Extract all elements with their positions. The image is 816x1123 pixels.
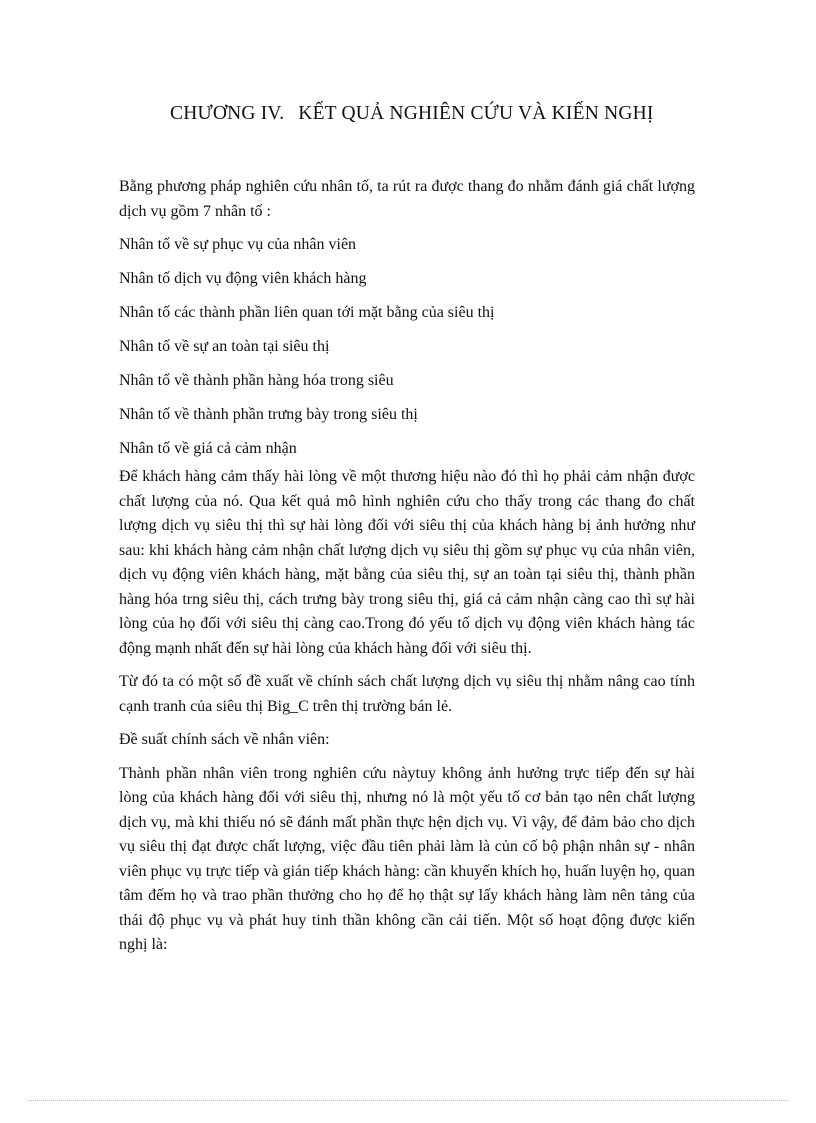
staff-policy-heading: Đề suất chính sách về nhân viên: [119,731,330,748]
chapter-heading-text: KẾT QUẢ NGHIÊN CỨU VÀ KIẾN NGHỊ [298,103,654,124]
list-item: Nhân tố các thành phần liên quan tới mặt bằng của siêu thị [119,304,495,321]
page-bottom-divider [28,1100,788,1101]
list-item: Nhân tố về thành phần hàng hóa trong siêu [119,372,394,389]
body-text [119,175,695,967]
satisfaction-paragraph: Để khách hàng cảm thấy hài lòng về một thương hiệu nào đó thì họ phải cảm nhận được chất lượng của nó. Qua kết quả mô hình nghiên cứu cho thấy trong các thang đo chất lượng dịch vụ siêu thị thì sự hài lòng đối với siêu thị của khách hàng bị ảnh hưởng như sau: khi khách hàng cảm nhận chất lượng dịch vụ siêu thị gồm sự phục vụ của nhân viên, dịch vụ động viên khách hàng, mặt bằng của siêu thị, sự an toàn tại siêu thị, thành phần hàng hóa trng siêu thị, cách trưng bày trong siêu thị, giá cả cảm nhận càng cao thì sự hài lòng của họ đối với siêu thị càng cao.Trong đó yếu tố dịch vụ động viên khách hàng tác động mạnh nhất đến sự hài lòng của khách hàng đối với siêu thị. [119,468,695,657]
list-item: Nhân tố về sự phục vụ của nhân viên [119,236,357,253]
intro-paragraph: Bằng phương pháp nghiên cứu nhân tố, ta rút ra được thang đo nhằm đánh giá chất lượng dịch vụ gồm 7 nhân tố : [119,178,695,220]
list-item: Nhân tố dịch vụ động viên khách hàng [119,270,367,287]
chapter-number: CHƯƠNG IV. [170,103,285,124]
list-item: Nhân tố về giá cả cảm nhận [119,440,297,457]
chapter-title [170,103,654,125]
factor-list [119,233,695,461]
proposals-paragraph: Từ đó ta có một số đề xuất về chính sách chất lượng dịch vụ siêu thị nhằm nâng cao tính cạnh tranh của siêu thị Big_C trên thị trường bán lẻ. [119,673,695,715]
list-item: Nhân tố về sự an toàn tại siêu thị [119,338,330,355]
list-item: Nhân tố về thành phần trưng bày trong siêu thị [119,406,418,423]
staff-policy-paragraph: Thành phần nhân viên trong nghiên cứu nàytuy không ảnh hưởng trực tiếp đến sự hài lòng của khách hàng đối với siêu thị, nhưng nó là một yếu tố cơ bản tạo nên chất lượng dịch vụ, mà khi thiếu nó sẽ đánh mất phần thực hện dịch vụ. Vì vậy, để đảm bảo cho dịch vụ siêu thị đạt được chất lượng, việc đầu tiên phải làm là củn cố bộ phận nhân sự - nhân viên phục vụ trực tiếp và gián tiếp khách hàng: cần khuyến khích họ, huấn luyện họ, quan tâm đếm họ và trao phần thưởng cho họ để họ thật sự lấy khách hàng làm nên tảng của thái độ phục vụ và phát huy tinh thần không cần cải tiến. Một số hoạt động được kiến nghị là: [119,764,695,953]
